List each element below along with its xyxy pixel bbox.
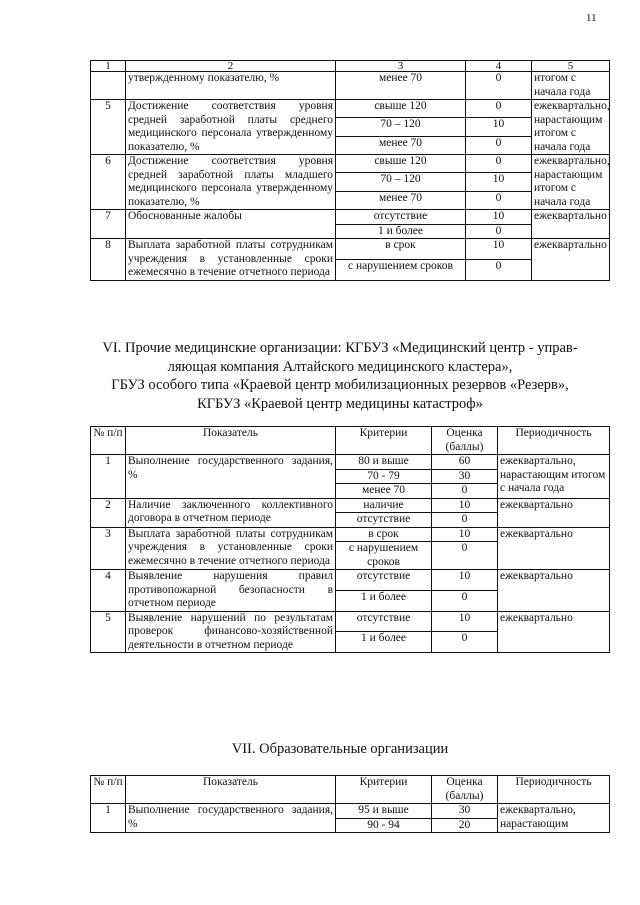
score-cell: 30 bbox=[432, 469, 498, 484]
score-cell: 0 bbox=[466, 224, 532, 239]
criteria-cell: 1 и более bbox=[336, 590, 432, 611]
table-row bbox=[91, 611, 610, 632]
criteria-cell: 70 – 120 bbox=[336, 118, 466, 136]
table-body bbox=[91, 61, 610, 281]
indicator-cell: Достижение соответствия уровня средней заработной платы среднего медицинского персонала утвержденному показателю, % bbox=[126, 100, 336, 155]
indicator-cell: Выплата заработной платы сотрудникам учреждения в установленные сроки ежемесячно в течение отчетного периода bbox=[126, 239, 336, 281]
row-number: 1 bbox=[91, 804, 126, 833]
criteria-cell: 70 - 79 bbox=[336, 469, 432, 484]
score-cell: 0 bbox=[432, 484, 498, 499]
indicator-cell: Достижение соответствия уровня средней заработной платы младшего медицинского персонала утвержденному показателю, % bbox=[126, 155, 336, 210]
periodicity-cell: ежеквартально, нарастающим итогом с начала года bbox=[532, 155, 610, 210]
table-row bbox=[91, 239, 610, 260]
periodicity-cell: ежеквартально, нарастающим итогом с начала года bbox=[498, 455, 610, 499]
score-cell: 10 bbox=[432, 611, 498, 632]
criteria-cell: с нарушением сроков bbox=[336, 542, 432, 570]
column-header: Оценка (баллы) bbox=[432, 427, 498, 455]
column-header: № п/п bbox=[91, 427, 126, 455]
score-cell: 10 bbox=[466, 210, 532, 225]
criteria-cell: менее 70 bbox=[336, 191, 466, 209]
criteria-cell: 95 и выше bbox=[336, 804, 432, 819]
table-row bbox=[91, 155, 610, 173]
criteria-cell: свыше 120 bbox=[336, 155, 466, 173]
row-number: 5 bbox=[91, 100, 126, 155]
criteria-cell: отсутствие bbox=[336, 611, 432, 632]
criteria-cell: менее 70 bbox=[336, 136, 466, 154]
column-header: Показатель bbox=[126, 776, 336, 804]
periodicity-cell: ежеквартально bbox=[532, 210, 610, 239]
column-header: 1 bbox=[91, 61, 126, 72]
criteria-cell: отсутствие bbox=[336, 513, 432, 528]
table-row bbox=[91, 570, 610, 591]
header-row bbox=[91, 776, 610, 804]
periodicity-cell: ежеквартально, нарастающим итогом с начала года bbox=[532, 100, 610, 155]
indicator-cell: Наличие заключенного коллективного договора в отчетном периоде bbox=[126, 498, 336, 527]
periodicity-cell: ежеквартально bbox=[498, 570, 610, 612]
educational-organizations-table bbox=[90, 775, 610, 833]
criteria-cell: свыше 120 bbox=[336, 100, 466, 118]
periodicity-cell: ежеквартально, нарастающим bbox=[498, 804, 610, 833]
score-cell: 0 bbox=[466, 72, 532, 100]
table-body bbox=[91, 776, 610, 833]
indicator-cell: Выявление нарушения правил противопожарной безопасности в отчетном периоде bbox=[126, 570, 336, 612]
column-header: № п/п bbox=[91, 776, 126, 804]
section-6-title-line: КГБУЗ «Краевой центр медицины катастроф» bbox=[197, 395, 483, 412]
other-medical-organizations-table bbox=[90, 426, 610, 653]
indicator-cell: Выявление нарушений по результатам проверок финансово-хозяйственной деятельности в отчетном периоде bbox=[126, 611, 336, 653]
header-row bbox=[91, 61, 610, 72]
column-header: Периодичность bbox=[498, 776, 610, 804]
criteria-cell: 1 и более bbox=[336, 224, 466, 239]
periodicity-cell: итогом с начала года bbox=[532, 72, 610, 100]
score-cell: 0 bbox=[466, 259, 532, 280]
column-header: 3 bbox=[336, 61, 466, 72]
section-7-title: VII. Образовательные организации bbox=[231, 741, 449, 757]
score-cell: 10 bbox=[466, 118, 532, 136]
criteria-cell: 90 - 94 bbox=[336, 818, 432, 833]
score-cell: 0 bbox=[466, 155, 532, 173]
table-body bbox=[91, 427, 610, 653]
row-number: 6 bbox=[91, 155, 126, 210]
criteria-cell: с нарушением сроков bbox=[336, 259, 466, 280]
score-cell: 10 bbox=[432, 527, 498, 542]
periodicity-cell: ежеквартально bbox=[498, 498, 610, 527]
column-header: Периодичность bbox=[498, 427, 610, 455]
criteria-cell: 70 – 120 bbox=[336, 173, 466, 191]
indicator-cell: Выплата заработной платы сотрудникам учреждения в установленные сроки ежемесячно в течение отчетного периода bbox=[126, 527, 336, 570]
column-header: Оценка (баллы) bbox=[432, 776, 498, 804]
column-header: Показатель bbox=[126, 427, 336, 455]
criteria-cell: в срок bbox=[336, 239, 466, 260]
table-row bbox=[91, 72, 610, 100]
section-6-title-line: ГБУЗ особого типа «Краевой центр мобилизационных резервов «Резерв», bbox=[111, 377, 569, 393]
criteria-cell: менее 70 bbox=[336, 72, 466, 100]
column-header: 2 bbox=[126, 61, 336, 72]
table-row bbox=[91, 527, 610, 542]
indicator-cell: утвержденному показателю, % bbox=[126, 72, 336, 100]
score-cell: 0 bbox=[432, 590, 498, 611]
periodicity-cell: ежеквартально bbox=[498, 611, 610, 653]
score-cell: 0 bbox=[466, 100, 532, 118]
score-cell: 0 bbox=[432, 513, 498, 528]
score-cell: 0 bbox=[432, 632, 498, 653]
score-cell: 30 bbox=[432, 804, 498, 819]
score-cell: 0 bbox=[466, 136, 532, 154]
table-row bbox=[91, 498, 610, 513]
table-row bbox=[91, 100, 610, 118]
criteria-cell: в срок bbox=[336, 527, 432, 542]
section-6-title-line: ляющая компания Алтайского медицинского кластера», bbox=[167, 358, 513, 375]
score-cell: 10 bbox=[466, 173, 532, 191]
indicator-cell: Выполнение государственного задания, % bbox=[126, 804, 336, 833]
criteria-cell: менее 70 bbox=[336, 484, 432, 499]
row-number: 4 bbox=[91, 570, 126, 612]
table-row bbox=[91, 210, 610, 225]
criteria-cell: наличие bbox=[336, 498, 432, 513]
criteria-cell: отсутствие bbox=[336, 210, 466, 225]
criteria-cell: отсутствие bbox=[336, 570, 432, 591]
row-number: 1 bbox=[91, 455, 126, 499]
periodicity-cell: ежеквартально bbox=[532, 239, 610, 281]
indicator-cell: Выполнение государственного задания, % bbox=[126, 455, 336, 499]
score-cell: 10 bbox=[432, 498, 498, 513]
score-cell: 20 bbox=[432, 818, 498, 833]
periodicity-cell: ежеквартально bbox=[498, 527, 610, 570]
indicator-cell: Обоснованные жалобы bbox=[126, 210, 336, 239]
row-number: 2 bbox=[91, 498, 126, 527]
score-cell: 60 bbox=[432, 455, 498, 470]
row-number: 5 bbox=[91, 611, 126, 653]
section-6-title-line: VI. Прочие медицинские организации: КГБУЗ «Медицинский центр - управ- bbox=[102, 340, 578, 356]
page-number: 11 bbox=[586, 12, 597, 24]
score-cell: 0 bbox=[466, 191, 532, 209]
header-row bbox=[91, 427, 610, 455]
column-header: Критерии bbox=[336, 776, 432, 804]
score-cell: 0 bbox=[432, 542, 498, 570]
column-header: 4 bbox=[466, 61, 532, 72]
column-header: Критерии bbox=[336, 427, 432, 455]
table-row bbox=[91, 804, 610, 819]
score-cell: 10 bbox=[432, 570, 498, 591]
row-number: 7 bbox=[91, 210, 126, 239]
indicators-table-continued bbox=[90, 60, 610, 281]
column-header: 5 bbox=[532, 61, 610, 72]
table-row bbox=[91, 455, 610, 470]
row-number bbox=[91, 72, 126, 100]
row-number: 3 bbox=[91, 527, 126, 570]
criteria-cell: 80 и выше bbox=[336, 455, 432, 470]
criteria-cell: 1 и более bbox=[336, 632, 432, 653]
row-number: 8 bbox=[91, 239, 126, 281]
section-6-title bbox=[70, 339, 610, 413]
score-cell: 10 bbox=[466, 239, 532, 260]
